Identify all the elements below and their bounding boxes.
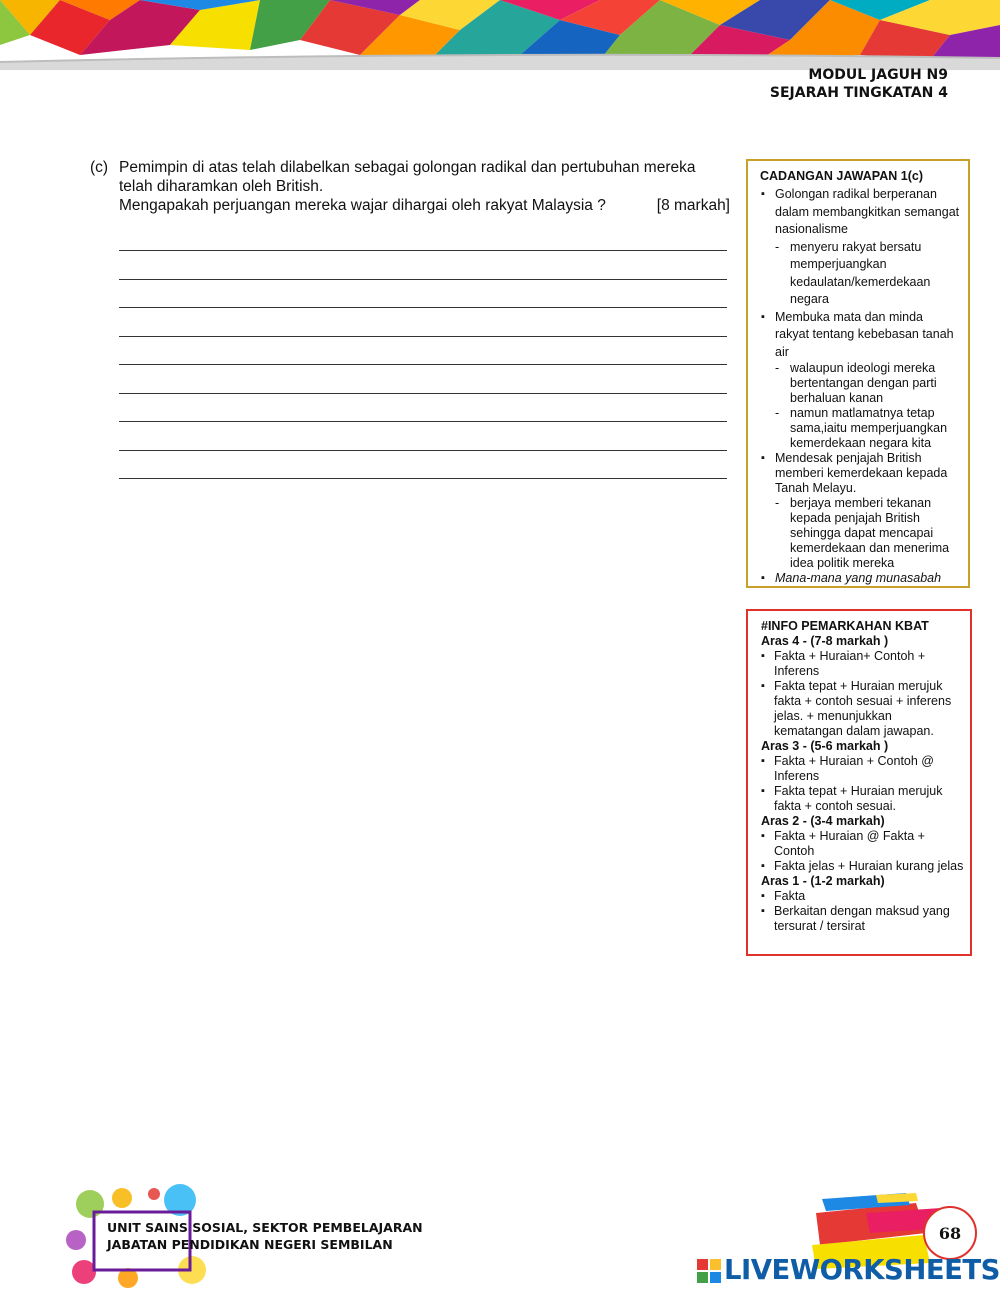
suggested-answer-box bbox=[746, 159, 970, 588]
page-number: 68 bbox=[923, 1206, 977, 1260]
marking-criterion: ▪ Berkaitan dengan maksud yang tersurat / tersirat bbox=[761, 904, 964, 934]
liveworksheets-brand: LIVEWORKSHEETS bbox=[724, 1254, 1000, 1286]
marking-criterion: ▪ Fakta tepat + Huraian merujuk fakta + contoh sesuai + inferens jelas. + menunjukkan kematangan dalam jawapan. bbox=[761, 679, 964, 739]
answer-subpoint: - namun matlamatnya tetap sama,iaitu memperjuangkan kemerdekaan negara kita bbox=[760, 406, 960, 451]
answer-line[interactable] bbox=[119, 230, 727, 251]
marking-criterion: ▪ Fakta + Huraian @ Fakta + Contoh bbox=[761, 829, 964, 859]
marking-level: Aras 4 - (7-8 markah ) bbox=[761, 634, 889, 648]
footer-unit bbox=[107, 1219, 423, 1253]
question-line-2: telah diharamkan oleh British. bbox=[119, 178, 324, 195]
marking-level: Aras 2 - (3-4 markah) bbox=[761, 814, 885, 828]
marking-criterion: ▪ Fakta bbox=[761, 889, 964, 904]
marking-info-box bbox=[746, 609, 972, 956]
suggested-answer-title: CADANGAN JAWAPAN 1(c) bbox=[760, 169, 923, 183]
answer-line[interactable] bbox=[119, 394, 727, 423]
answer-line[interactable] bbox=[119, 422, 727, 451]
answer-line[interactable] bbox=[119, 451, 727, 480]
answer-line[interactable] bbox=[119, 280, 727, 309]
answer-point: ▪ Mendesak penjajah British memberi kemerdekaan kepada Tanah Melayu. bbox=[760, 451, 960, 496]
answer-subpoint: - berjaya memberi tekanan kepada penjajah British sehingga dapat mencapai kemerdekaan dan menerima idea politik mereka bbox=[760, 496, 960, 571]
answer-line[interactable] bbox=[119, 251, 727, 280]
marking-criterion: ▪ Fakta jelas + Huraian kurang jelas bbox=[761, 859, 964, 874]
answer-line[interactable] bbox=[119, 308, 727, 337]
question-line-1: Pemimpin di atas telah dilabelkan sebagai golongan radikal dan pertubuhan mereka bbox=[119, 159, 696, 176]
answer-subpoint: - walaupun ideologi mereka bertentangan dengan parti berhaluan kanan bbox=[760, 361, 960, 406]
question-marks: [8 markah] bbox=[656, 197, 730, 214]
marking-level: Aras 3 - (5-6 markah ) bbox=[761, 739, 889, 753]
answer-point: ▪ Membuka mata dan minda rakyat tentang kebebasan tanah air bbox=[760, 309, 960, 362]
footer-unit-line-2: JABATAN PENDIDIKAN NEGERI SEMBILAN bbox=[107, 1237, 393, 1252]
answer-point: ▪ Mana-mana yang munasabah bbox=[760, 571, 960, 586]
answer-point: ▪ Golongan radikal berperanan dalam membangkitkan semangat nasionalisme bbox=[760, 186, 960, 239]
answer-line[interactable] bbox=[119, 365, 727, 394]
marking-info-title: #INFO PEMARKAHAN KBAT bbox=[761, 619, 929, 633]
marking-criterion: ▪ Fakta + Huraian+ Contoh + Inferens bbox=[761, 649, 964, 679]
marking-criterion: ▪ Fakta + Huraian + Contoh @ Inferens bbox=[761, 754, 964, 784]
module-name: MODUL JAGUH N9 bbox=[808, 67, 948, 83]
answer-subpoint: - menyeru rakyat bersatu memperjuangkan kedaulatan/kemerdekaan negara bbox=[760, 239, 960, 309]
answer-line[interactable] bbox=[119, 337, 727, 366]
liveworksheets-logo-icon bbox=[697, 1259, 721, 1283]
question-c bbox=[90, 158, 730, 215]
footer-unit-line-1: UNIT SAINS SOSIAL, SEKTOR PEMBELAJARAN bbox=[107, 1220, 423, 1235]
module-subject: SEJARAH TINGKATAN 4 bbox=[769, 85, 948, 101]
header-banner bbox=[0, 0, 1000, 70]
question-line-3: Mengapakah perjuangan mereka wajar dihargai oleh rakyat Malaysia ? bbox=[119, 197, 606, 214]
question-label: (c) bbox=[90, 159, 109, 176]
marking-criterion: ▪ Fakta tepat + Huraian merujuk fakta + contoh sesuai. bbox=[761, 784, 964, 814]
answer-area[interactable] bbox=[119, 230, 727, 479]
marking-level: Aras 1 - (1-2 markah) bbox=[761, 874, 885, 888]
module-title bbox=[770, 66, 948, 102]
